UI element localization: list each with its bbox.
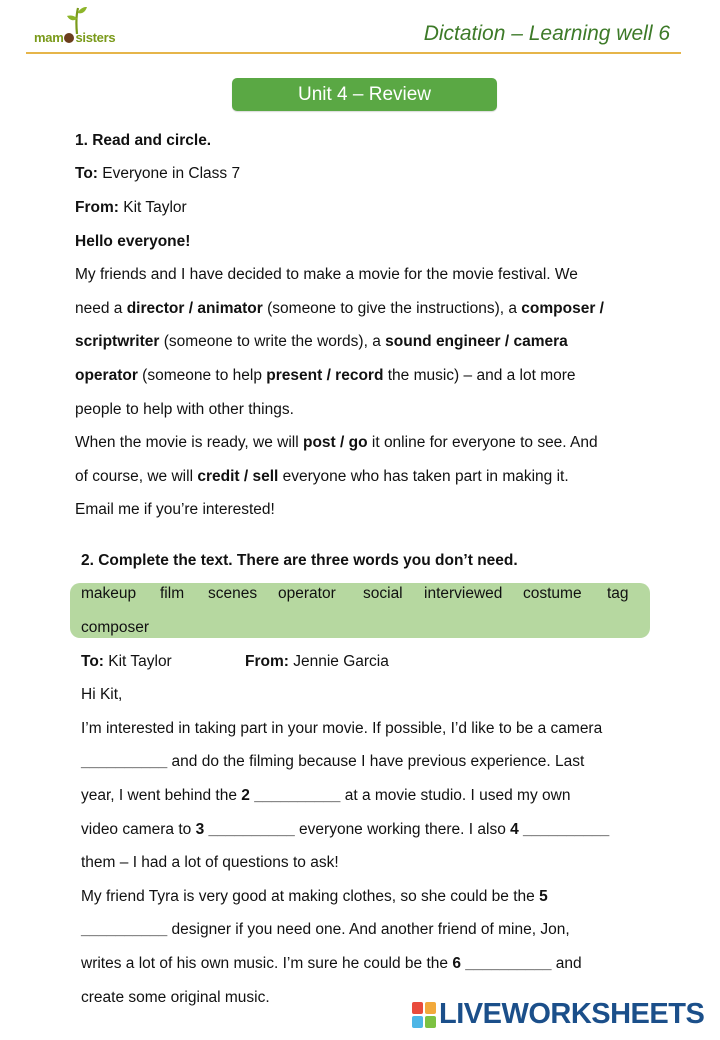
section1-text-line: operator (someone to help present / record the music) – and a lot more	[75, 367, 576, 384]
logo-text-post: sisters	[75, 30, 116, 45]
section2-text-line: writes a lot of his own music. I’m sure he could be the 6 __________ and	[81, 955, 582, 972]
choice-credit-sell[interactable]: credit / sell	[197, 468, 279, 485]
blank-5-number: 5	[539, 888, 548, 905]
section2-greeting: Hi Kit,	[81, 686, 123, 703]
choice-sound-engineer-camera[interactable]: sound engineer / camera	[385, 333, 568, 350]
section2-text-line: create some original music.	[81, 989, 270, 1006]
word-bank-item: scenes	[208, 585, 258, 602]
blank-3[interactable]: 3 __________	[195, 821, 295, 838]
header-divider	[26, 52, 681, 54]
blank-6[interactable]: 6 __________	[452, 955, 552, 972]
word-bank-item: makeup	[81, 585, 137, 602]
blank-5[interactable]: __________	[81, 921, 168, 938]
section1-text-line: people to help with other things.	[75, 401, 294, 418]
mamsisters-logo	[30, 4, 122, 56]
blank-4[interactable]: 4 __________	[510, 821, 610, 838]
section2-text-line: I’m interested in taking part in your movie. If possible, I’d like to be a camera	[81, 720, 603, 737]
section2-text-line: __________ and do the filming because I have previous experience. Last	[81, 753, 585, 770]
section2-text-line: My friend Tyra is very good at making clothes, so she could be the 5	[81, 888, 548, 905]
unit-title-banner: Unit 4 – Review	[232, 78, 497, 111]
header-title: Dictation – Learning well 6	[423, 22, 670, 45]
section1-text-line: scriptwriter (someone to write the words), a sound engineer / camera	[75, 333, 568, 350]
word-bank-item: interviewed	[424, 585, 503, 602]
blank-2[interactable]: 2 __________	[241, 787, 341, 804]
word-bank-item: film	[160, 585, 185, 602]
section1-from-line: From: Kit Taylor	[75, 199, 187, 216]
section1-to-line: To: Everyone in Class 7	[75, 165, 241, 182]
seed-icon	[64, 33, 74, 43]
section1-text-line: When the movie is ready, we will post / go it online for everyone to see. And	[75, 434, 598, 451]
section1-text-line: My friends and I have decided to make a movie for the movie festival. We	[75, 266, 578, 283]
section2-text-line: __________ designer if you need one. And another friend of mine, Jon,	[81, 921, 570, 938]
section1-text-line: Email me if you’re interested!	[75, 501, 275, 518]
word-bank-item: operator	[278, 585, 336, 602]
word-bank-item: costume	[523, 585, 582, 602]
liveworksheets-blocks-icon	[412, 1002, 436, 1028]
section1-text-line: of course, we will credit / sell everyone who has taken part in making it.	[75, 468, 569, 485]
word-bank-item: composer	[81, 619, 150, 636]
choice-composer-scriptwriter[interactable]: composer /	[521, 300, 604, 317]
choice-composer-scriptwriter-cont[interactable]: scriptwriter	[75, 333, 160, 350]
word-bank-item: social	[363, 585, 403, 602]
choice-present-record[interactable]: present / record	[266, 367, 384, 384]
word-bank-item: tag	[607, 585, 629, 602]
section2-text-line: video camera to 3 __________ everyone working there. I also 4 __________	[81, 821, 610, 838]
section2-heading: 2. Complete the text. There are three words you don’t need.	[81, 552, 518, 569]
choice-director-animator[interactable]: director / animator	[126, 300, 263, 317]
section1-heading: 1. Read and circle.	[75, 132, 212, 149]
liveworksheets-text: LIVEWORKSHEETS	[439, 998, 705, 1030]
section2-from-line: From: Jennie Garcia	[245, 653, 389, 670]
section2-to-line: To: Kit Taylor	[81, 653, 172, 670]
section1-text-line: need a director / animator (someone to give the instructions), a composer /	[75, 300, 604, 317]
blank-1[interactable]: __________	[81, 753, 168, 770]
section1-greeting: Hello everyone!	[75, 233, 191, 250]
section2-text-line: year, I went behind the 2 __________ at a movie studio. I used my own	[81, 787, 571, 804]
choice-post-go[interactable]: post / go	[303, 434, 368, 451]
choice-sound-engineer-camera-cont[interactable]: operator	[75, 367, 138, 384]
logo-text-pre: mam	[34, 30, 64, 45]
section2-text-line: them – I had a lot of questions to ask!	[81, 854, 339, 871]
